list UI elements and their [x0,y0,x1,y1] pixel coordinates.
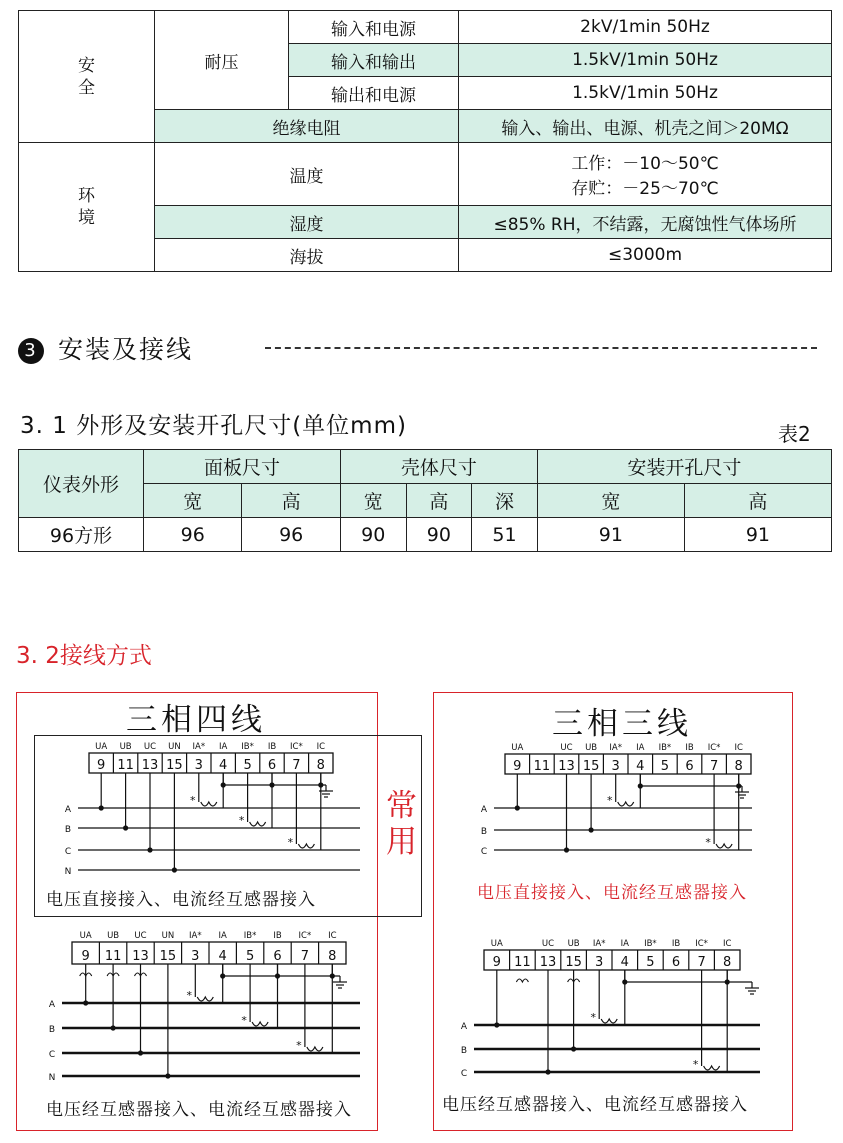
dims-subheader: 宽 [144,484,242,518]
terminal-label: UC [541,939,555,949]
phase-label: A [480,805,488,815]
ct-coil [601,1019,617,1023]
left-diagram-title: 三相四线 [126,702,266,738]
dims-cell: 91 [537,518,684,552]
polarity-mark: * [241,1014,247,1027]
phase-label: B [480,827,488,837]
ct-coil [298,844,314,848]
terminal-number: 13 [132,949,149,964]
table-number: 表2 [778,422,811,446]
terminal-number: 13 [539,955,557,970]
dims-cell: 51 [472,518,538,552]
polarity-mark: * [186,989,193,1002]
junction-dot [147,847,152,852]
dims-cell: 96 [242,518,340,552]
insulation-label: 绝缘电阻 [155,110,459,143]
polarity-mark: * [606,794,613,807]
junction-dot [515,805,520,810]
terminal-label: IC [316,742,326,752]
common-label: 常用 [386,788,417,860]
phase-label: C [460,1069,468,1079]
phase-label: N [48,1073,56,1083]
junction-dot [99,805,104,810]
terminal-number: 8 [723,955,732,970]
temp-label: 温度 [155,143,459,206]
dims-subheader: 宽 [537,484,684,518]
terminal-number: 4 [636,759,645,774]
terminal-label: IA [620,939,629,949]
polarity-mark: * [590,1011,596,1024]
polarity-mark: * [692,1058,699,1071]
dims-subheader: 高 [684,484,831,518]
terminal-number: 13 [141,758,159,773]
terminal-number: 7 [300,949,310,964]
phase-label: A [460,1022,468,1032]
terminal-number: 3 [595,955,604,970]
humidity-value: ≤85% RH，不结露，无腐蚀性气体场所 [459,206,832,239]
terminal-number: 5 [646,955,655,970]
terminal-label: UA [511,743,524,753]
terminal-number: 4 [219,758,228,773]
junction-dot [221,782,226,787]
polarity-mark: * [190,794,196,807]
terminal-label: UB [585,743,598,753]
insulation-value: 输入、输出、电源、机壳之间＞20MΩ [459,110,832,143]
terminal-label: UC [134,931,147,941]
polarity-mark: * [238,814,245,827]
phase-label: B [48,1025,56,1035]
dims-cell: 96 [144,518,242,552]
terminal-number: 9 [513,759,522,774]
wv-value: 1.5kV/1min 50Hz [459,44,832,77]
caption-3w-direct: 电压直接接入、电流经互感器接入 [477,883,747,903]
dims-row-label: 96方形 [19,518,144,552]
terminal-label: UA [95,742,108,752]
dims-subheader: 深 [472,484,538,518]
terminal-label: IA* [192,742,206,752]
altitude-label: 海拔 [155,239,459,272]
terminal-number: 6 [267,758,277,773]
terminal-label: IB [671,939,681,949]
polarity-mark: * [705,836,711,849]
ct-coil [250,822,266,826]
terminal-label: IA [636,743,645,753]
caption-4w-pt: 电压经互感器接入、电流经互感器接入 [46,1100,352,1120]
terminal-label: IB* [241,742,254,752]
terminal-number: 8 [328,949,337,964]
phase-label: C [480,847,488,857]
phase-label: B [460,1046,468,1056]
terminal-number: 3 [194,758,203,773]
junction-dot [622,979,627,984]
terminal-number: 5 [245,949,255,964]
terminal-number: 3 [611,759,620,774]
altitude-value: ≤3000m [459,239,832,272]
junction-dot [725,979,730,984]
dims-header-panel: 面板尺寸 [144,450,341,484]
phase-label: N [64,867,72,877]
terminal-label: IC [722,939,732,949]
terminal-label: UB [119,742,132,752]
terminal-label: UA [79,931,92,941]
junction-dot [330,973,335,978]
junction-dot [165,1073,170,1078]
terminal-number: 6 [273,949,282,964]
dims-subheader: 宽 [340,484,406,518]
right-diagram-title: 三相三线 [552,706,692,742]
section3-title: 安装及接线 [58,335,194,364]
junction-dot [589,827,594,832]
wv-value: 1.5kV/1min 50Hz [459,77,832,110]
ct-coil [307,1047,323,1051]
terminal-number: 9 [492,955,501,970]
terminal-label: IA* [592,939,606,949]
dims-cell: 90 [406,518,472,552]
terminal-number: 4 [218,949,227,964]
terminal-number: 11 [514,955,531,970]
junction-dot [83,1000,88,1005]
terminal-label: IA [219,742,228,752]
temp-store: 存贮：－25～70℃ [571,179,719,199]
terminal-label: IA [218,931,227,941]
withstand-cell: 耐压 [155,11,289,110]
junction-dot [138,1050,143,1055]
terminal-number: 9 [81,949,90,964]
safety-cell: 安全 [19,11,155,143]
terminal-label: IC* [290,742,303,752]
terminal-number: 5 [243,758,252,773]
junction-dot [269,782,274,787]
terminal-label: UA [490,939,503,949]
terminal-number: 13 [558,759,575,774]
temp-work: 工作：－10～50℃ [571,154,719,174]
terminal-label: UB [107,931,120,941]
terminal-number: 11 [117,758,134,773]
terminal-label: UN [168,742,181,752]
junction-dot [275,973,280,978]
ct-coil [704,1066,720,1070]
terminal-label: IA* [189,931,202,941]
ct-coil [618,802,634,806]
junction-dot [318,782,323,787]
terminal-label: IB [267,742,277,752]
junction-dot [736,783,741,788]
terminal-label: IB* [644,939,657,949]
caption-4w-direct: 电压直接接入、电流经互感器接入 [46,890,316,910]
polarity-mark: * [296,1039,302,1052]
wv-label: 输出和电源 [289,77,459,110]
terminal-number: 6 [671,955,681,970]
junction-dot [638,783,643,788]
terminal-number: 6 [685,759,694,774]
terminal-number: 7 [292,758,301,773]
terminal-label: UN [161,931,175,941]
dims-cell: 91 [684,518,831,552]
terminal-label: IC* [695,939,708,949]
section-number-badge: 3 [18,338,44,364]
phase-label: A [48,1000,56,1010]
terminal-label: IB [273,931,282,941]
terminal-number: 7 [697,955,706,970]
ct-coil [716,844,732,848]
dims-header-shape: 仪表外形 [19,450,144,518]
terminal-number: 15 [582,759,600,774]
dims-header-cutout: 安装开孔尺寸 [537,450,831,484]
dims-subheader: 高 [242,484,340,518]
terminal-number: 11 [533,759,551,774]
junction-dot [111,1025,116,1030]
humidity-label: 湿度 [155,206,459,239]
polarity-mark: * [287,836,294,849]
terminal-label: IC* [707,743,721,753]
section32-title: 3. 2接线方式 [16,643,152,669]
terminal-number: 9 [97,758,106,773]
phase-label: C [48,1050,56,1060]
terminal-number: 15 [166,758,183,773]
junction-dot [220,973,225,978]
ct-coil [252,1022,268,1026]
junction-dot [172,867,177,872]
junction-dot [545,1069,550,1074]
phase-label: B [64,825,72,835]
terminal-number: 5 [660,759,670,774]
terminal-label: IB* [243,931,257,941]
terminal-label: IC [328,931,337,941]
terminal-label: IA* [609,743,622,753]
terminal-number: 4 [620,955,629,970]
env-cell: 环境 [19,143,155,272]
phase-label: A [64,805,72,815]
terminal-label: UB [567,939,580,949]
terminal-number: 3 [191,949,200,964]
dims-subheader: 高 [406,484,472,518]
dims-header-case: 壳体尺寸 [340,450,537,484]
junction-dot [564,847,569,852]
ct-coil [197,997,213,1001]
terminal-label: UC [143,742,157,752]
terminal-label: IB* [658,743,672,753]
junction-dot [571,1046,576,1051]
terminal-number: 8 [316,758,325,773]
terminal-number: 15 [565,955,582,970]
junction-dot [123,825,128,830]
terminal-number: 15 [159,949,177,964]
section31-title: 3. 1 外形及安装开孔尺寸(单位mm) [20,413,407,439]
phase-label: C [64,847,72,857]
terminal-label: IC [734,743,743,753]
wv-label: 输入和输出 [289,44,459,77]
terminal-label: UC [560,743,573,753]
dims-cell: 90 [340,518,406,552]
wv-value: 2kV/1min 50Hz [459,11,832,44]
caption-3w-pt: 电压经互感器接入、电流经互感器接入 [442,1095,748,1115]
ct-coil [201,802,217,806]
terminal-number: 7 [709,759,719,774]
terminal-number: 8 [734,759,743,774]
junction-dot [494,1022,499,1027]
terminal-label: IC* [298,931,312,941]
terminal-label: IB [685,743,694,753]
pt-coil [516,979,528,982]
terminal-number: 11 [104,949,122,964]
wv-label: 输入和电源 [289,11,459,44]
